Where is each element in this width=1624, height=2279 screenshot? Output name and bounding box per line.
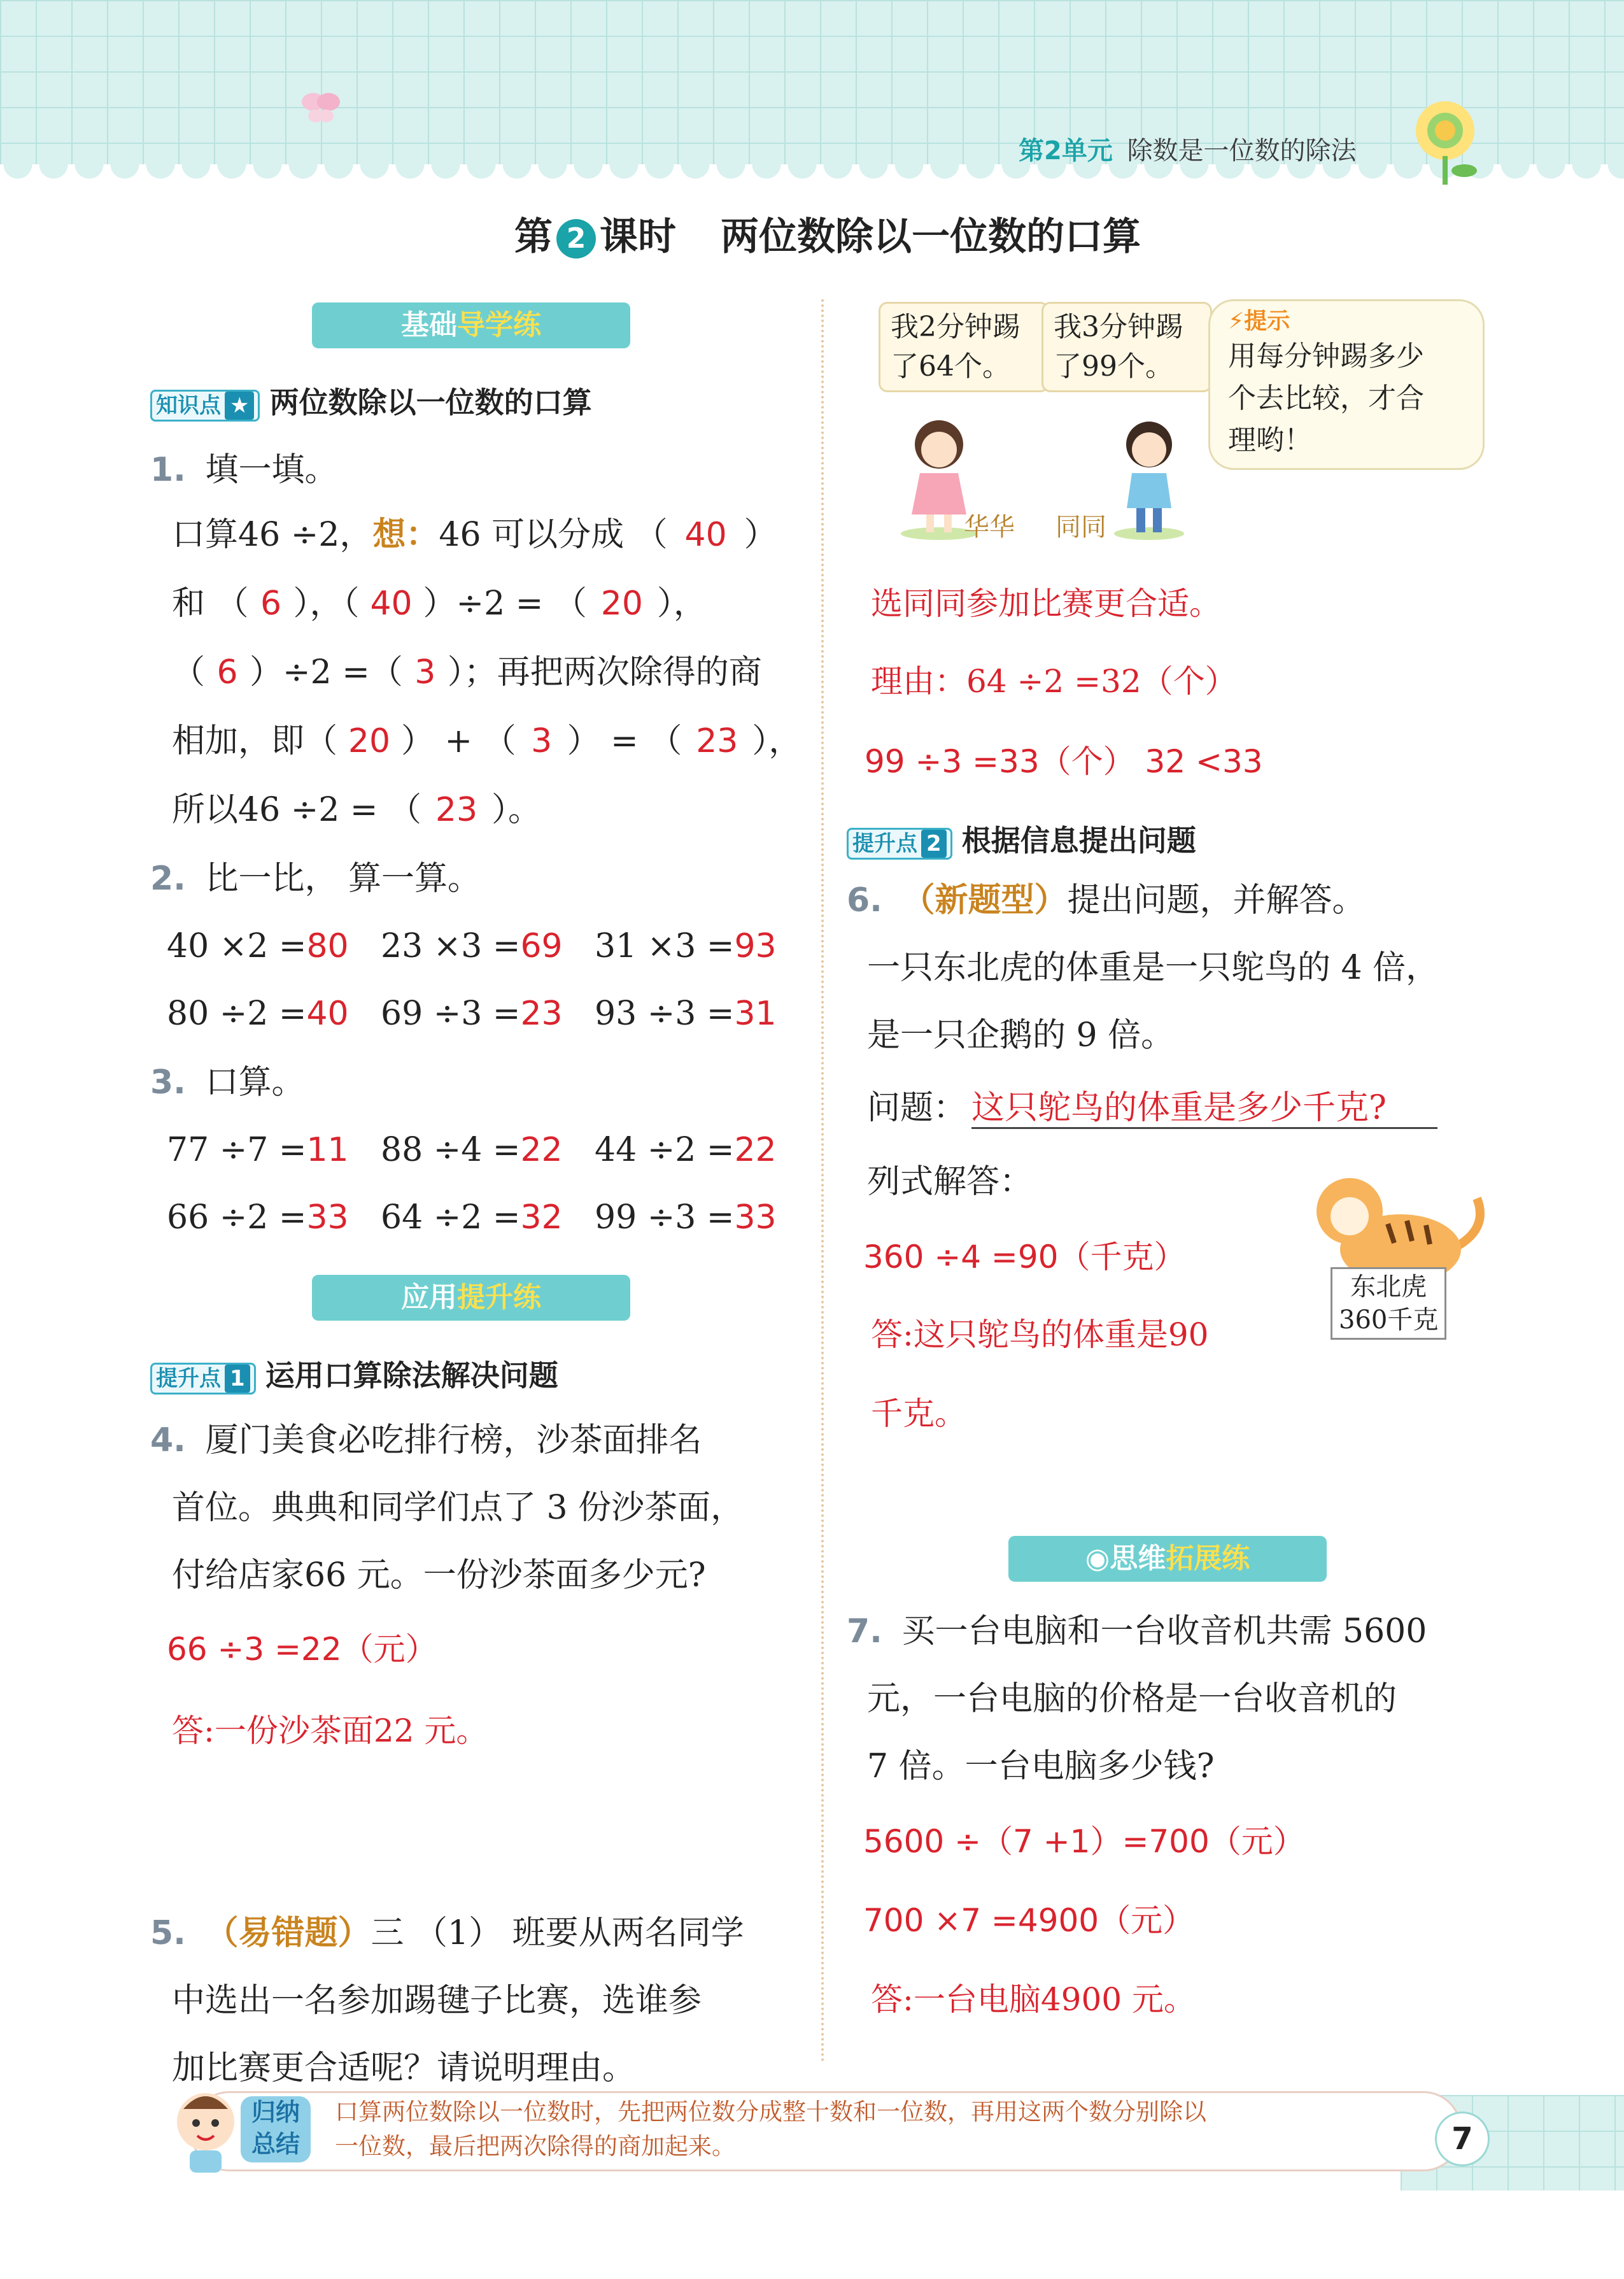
q4-line3: 付给店家66 元。一份沙茶面多少元? <box>172 1556 706 1594</box>
q1-line2: 和 （ 6 ），（ 40 ）÷2 = （ 20 ）， <box>172 585 707 623</box>
q6-line1: 一只东北虎的体重是一只鸵鸟的 4 倍， <box>867 949 1439 987</box>
name-huahua: 华华 <box>964 513 1015 542</box>
bubble-huahua: 我2分钟踢 了64个。 <box>879 302 1049 392</box>
q7-line1: 7. 买一台电脑和一台收音机共需 5600 <box>847 1612 1427 1651</box>
page-number: 7 <box>1435 2112 1490 2166</box>
q3-item: 44 ÷2 =22 <box>595 1131 777 1169</box>
girl-tongtong-illustration <box>1101 413 1197 543</box>
q1-line1: 口算46 ÷2，想：46 可以分成 （ 40 ） <box>172 515 777 554</box>
header-wave <box>0 164 1624 183</box>
q2-item: 40 ×2 =80 <box>167 927 349 965</box>
q6-answer-2: 答:这只鸵鸟的体重是90 <box>871 1316 1209 1353</box>
q2-item: 80 ÷2 =40 <box>167 995 349 1033</box>
knowledge-title: 两位数除以一位数的口算 <box>269 385 592 420</box>
q3-heading: 3. 口算。 <box>150 1063 305 1102</box>
q7-answer-2: 700 ×7 =4900（元） <box>863 1902 1195 1939</box>
q3-row-1 <box>167 1131 777 1169</box>
header-band <box>0 0 1624 178</box>
summary-label: 归纳 总结 <box>241 2096 311 2162</box>
lift-point-1 <box>150 1352 558 1395</box>
tiger-label: 东北虎 360千克 <box>1331 1267 1446 1340</box>
q1-line5: 所以46 ÷2 = （ 23 ）。 <box>172 791 541 829</box>
sunflower-icon <box>1407 96 1490 187</box>
q6-question: 问题： 这只鸵鸟的体重是多少千克? <box>867 1089 1437 1129</box>
q2-item: 69 ÷3 =23 <box>381 995 563 1033</box>
q1-line3: （ 6 ）÷2 =（ 3 ）；再把两次除得的商 <box>172 653 762 692</box>
q1-heading: 1. 填一填。 <box>150 451 338 489</box>
q6-answer-1: 360 ÷4 =90（千克） <box>863 1239 1186 1275</box>
q3-row-2 <box>167 1198 777 1237</box>
q7-line3: 7 倍。一台电脑多少钱? <box>867 1747 1215 1786</box>
summary-text: 口算两位数除以一位数时，先把两位数分成整十数和一位数，再用这两个数分别除以 一位数，最后把两次除得的商加起来。 <box>335 2098 1206 2160</box>
q3-item: 64 ÷2 =32 <box>381 1198 563 1237</box>
banner-apply: 应用提升练 <box>312 1275 630 1321</box>
q5-answer-3: 99 ÷3 =33（个） 32 <33 <box>865 743 1263 780</box>
knowledge-tag: 知识点 ★ <box>150 390 260 422</box>
lift-tag-1: 提升点 1 <box>150 1363 256 1395</box>
q6-question-answer: 这只鸵鸟的体重是多少千克? <box>971 1089 1437 1129</box>
q2-row-2 <box>167 995 777 1033</box>
unit-title: 除数是一位数的除法 <box>1127 136 1357 166</box>
q5-answer-1: 选同同参加比赛更合适。 <box>871 585 1221 622</box>
baby-avatar <box>171 2084 241 2175</box>
q6-answer-3: 千克。 <box>871 1395 966 1432</box>
q5-line2: 中选出一名参加踢毽子比赛，选谁参 <box>172 1982 702 2020</box>
q7-answer-3: 答:一台电脑4900 元。 <box>871 1981 1196 2018</box>
lift-title-2: 根据信息提出问题 <box>961 823 1196 858</box>
q2-item: 31 ×3 =93 <box>595 927 777 965</box>
q5-line1: 5. （易错题）三 （1） 班要从两名同学 <box>150 1913 744 1952</box>
q3-item: 88 ÷4 =22 <box>381 1131 563 1169</box>
q4-line2: 首位。典典和同学们点了 3 份沙茶面， <box>172 1489 744 1527</box>
q3-item: 77 ÷7 =11 <box>167 1131 349 1169</box>
q4-answer-2: 答:一份沙茶面22 元。 <box>172 1712 488 1749</box>
knowledge-point <box>150 380 592 422</box>
q6-heading: 6. （新题型）提出问题，并解答。 <box>847 881 1366 919</box>
bubble-tongtong: 我3分钟踢 了99个。 <box>1041 302 1212 392</box>
q4-line1: 4. 厦门美食必吃排行榜，沙茶面排名 <box>150 1421 702 1459</box>
lightning-icon: ⚡ <box>1228 308 1245 334</box>
q7-line2: 元，一台电脑的价格是一台收音机的 <box>867 1680 1397 1718</box>
lesson-title: 第 2 课时 两位数除以一位数的口算 <box>514 215 1141 259</box>
lift-point-2 <box>847 818 1196 860</box>
q5-answer-2: 理由：64 ÷2 =32（个） <box>871 663 1237 700</box>
unit-label: 第2单元 <box>1019 136 1113 166</box>
banner-think: ◉思维拓展练 <box>1008 1536 1327 1582</box>
lesson-number-badge: 2 <box>556 219 596 259</box>
name-tongtong: 同同 <box>1056 513 1106 542</box>
butterfly-icon <box>299 88 344 129</box>
q6-solve-label: 列式解答： <box>867 1163 1033 1201</box>
q3-item: 99 ÷3 =33 <box>595 1198 777 1237</box>
q2-row-1 <box>167 927 777 965</box>
q3-item: 66 ÷2 =33 <box>167 1198 349 1237</box>
star-icon: ★ <box>225 392 254 420</box>
lift-tag-2: 提升点 2 <box>847 828 952 860</box>
globe-icon: ◉ <box>1085 1542 1110 1575</box>
banner-basic: 基础导学练 <box>312 302 630 348</box>
q7-answer-1: 5600 ÷（7 +1）=700（元） <box>863 1823 1305 1860</box>
q1-line4: 相加，即（ 20 ） + （ 3 ） = （ 23 ）， <box>172 722 802 760</box>
hint-label: ⚡提示 <box>1228 308 1290 334</box>
hint-box: ⚡提示 用每分钟踢多少 个去比较，才合 理哟！ <box>1208 299 1485 470</box>
q6-line2: 是一只企鹅的 9 倍。 <box>867 1016 1175 1054</box>
q2-item: 93 ÷3 =31 <box>595 995 777 1033</box>
q2-heading: 2. 比一比， 算一算。 <box>150 860 481 898</box>
header-unit <box>1019 135 1357 167</box>
lift-title-1: 运用口算除法解决问题 <box>265 1358 558 1393</box>
q5-line3: 加比赛更合适呢？请说明理由。 <box>172 2049 636 2087</box>
column-divider <box>821 299 824 2063</box>
q4-answer-1: 66 ÷3 =22（元） <box>167 1631 437 1668</box>
q2-item: 23 ×3 =69 <box>381 927 563 965</box>
